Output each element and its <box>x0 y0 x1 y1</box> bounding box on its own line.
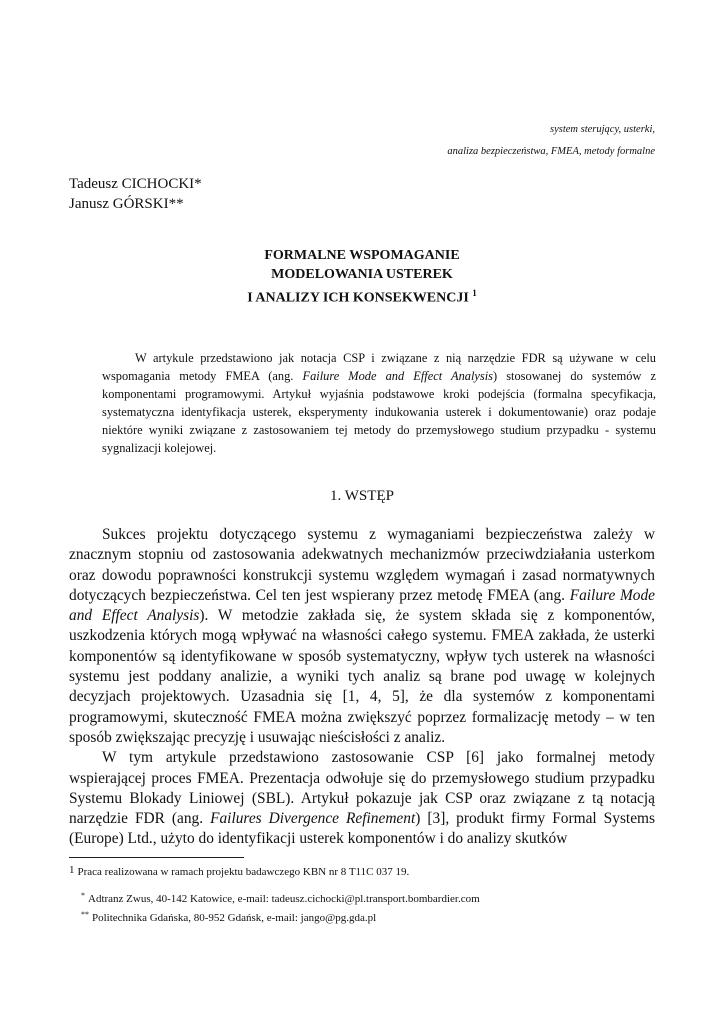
author-name: Janusz GÓRSKI** <box>69 196 184 212</box>
footnote-mark: 1 <box>69 864 75 876</box>
body-text-run: ). W metodzie zakłada się, że system składa się z komponentów, uszkodzenia których mogą wpływać na własności całego systemu. FMEA zakłada, że usterki komponentów są identyfikowane w sposób systematyczny, wpływ tych usterek na własności systemu jest poddany analizie, a wyniki tych analiz są brane pod uwagę w kolejnych decyzjach projektowych. Uzasadnia się [1, 4, 5], że dla systemów z komponentami programowymi, skuteczność FMEA można zwiększyć poprzez formalizację metody – w ten sposób zwiększając precyzję i usuwając nieścisłości z analiz. <box>69 607 655 746</box>
abstract-paragraph <box>102 349 656 457</box>
author-list <box>69 174 202 214</box>
paper-title <box>0 246 724 308</box>
section-heading: 1. WSTĘP <box>330 488 394 504</box>
body-text-run: ) [3], produkt firmy Formal Systems (Europe) Ltd., użyto do identyfikacji usterek komponentów i do analizy skutków <box>69 810 655 848</box>
footnote-text: Adtranz Zwus, 40-142 Katowice, e-mail: tadeusz.cichocki@pl.transport.bombardier.com <box>88 893 480 905</box>
footnote-divider <box>69 857 244 858</box>
keywords-line-2: analiza bezpieczeństwa, FMEA, metody formalne <box>447 146 655 157</box>
footnote-mark: ** <box>81 910 89 919</box>
body-text-run: Sukces projektu dotyczącego systemu z wymaganiami bezpieczeństwa zależy w znacznym stopniu od zastosowania adekwatnych mechanizmów przeciwdziałania usterkom oraz dowodu poprawności konstrukcji systemu względem wymagań i zasad normatywnych dotyczących bezpieczeństwa. Cel ten jest wspierany przez metodę FMEA (ang. <box>69 526 655 604</box>
body-italic: Failures Divergence Refinement <box>210 810 416 828</box>
title-line-text: I ANALIZY ICH KONSEKWENCJI <box>247 290 469 306</box>
footnote-text: Politechnika Gdańska, 80-952 Gdańsk, e-mail: jango@pg.gda.pl <box>92 912 377 924</box>
footnote-1 <box>69 864 409 878</box>
body-paragraph <box>69 748 655 849</box>
abstract <box>102 349 656 457</box>
abstract-text: ) stosowanej do systemów z komponentami programowymi. Artykuł wyjaśnia podstawowe kroki podejścia (formalna specyfikacja, systematyczna identyfikacja usterek, eksperymenty indukowania usterek i dokumentowanie) oraz podaje niektóre wyniki związane z zastosowaniem tej metody do przemysłowego studium przypadku - systemu sygnalizacji kolejowej. <box>102 369 656 455</box>
abstract-italic: Failure Mode and Effect Analysis <box>302 369 494 383</box>
abstract-text: W artykule przedstawiono jak notacja CSP i związane z nią narzędzie FDR są używane w celu wspomagania metody FMEA (ang. <box>102 351 656 383</box>
footnote-author-2 <box>81 910 376 924</box>
body-italic: Failure Mode and Effect Analysis <box>69 586 656 625</box>
author-name: Tadeusz CICHOCKI* <box>69 176 202 192</box>
footnote-text: Praca realizowana w ramach projektu badawczego KBN nr 8 T11C 037 19. <box>77 866 410 878</box>
footnote-mark: * <box>81 891 85 900</box>
body-text <box>69 525 655 850</box>
title-line: MODELOWANIA USTEREK <box>271 267 453 282</box>
body-paragraph <box>69 525 655 748</box>
title-line: FORMALNE WSPOMAGANIE <box>264 248 460 263</box>
title-line <box>0 284 724 308</box>
footnote-author-1 <box>81 891 480 905</box>
body-text-run: W tym artykule przedstawiono zastosowanie CSP [6] jako formalnej metody wspierającej proces FMEA. Prezentacja odwołuje się do przemysłowego studium przypadku Systemu Blokady Liniowej (SBL). Artykuł pokazuje jak CSP oraz związane z tą notacją narzędzie FDR (ang. <box>69 749 655 828</box>
keywords-line-1: system sterujący, usterki, <box>550 124 655 135</box>
title-footnote-mark: 1 <box>472 288 477 298</box>
